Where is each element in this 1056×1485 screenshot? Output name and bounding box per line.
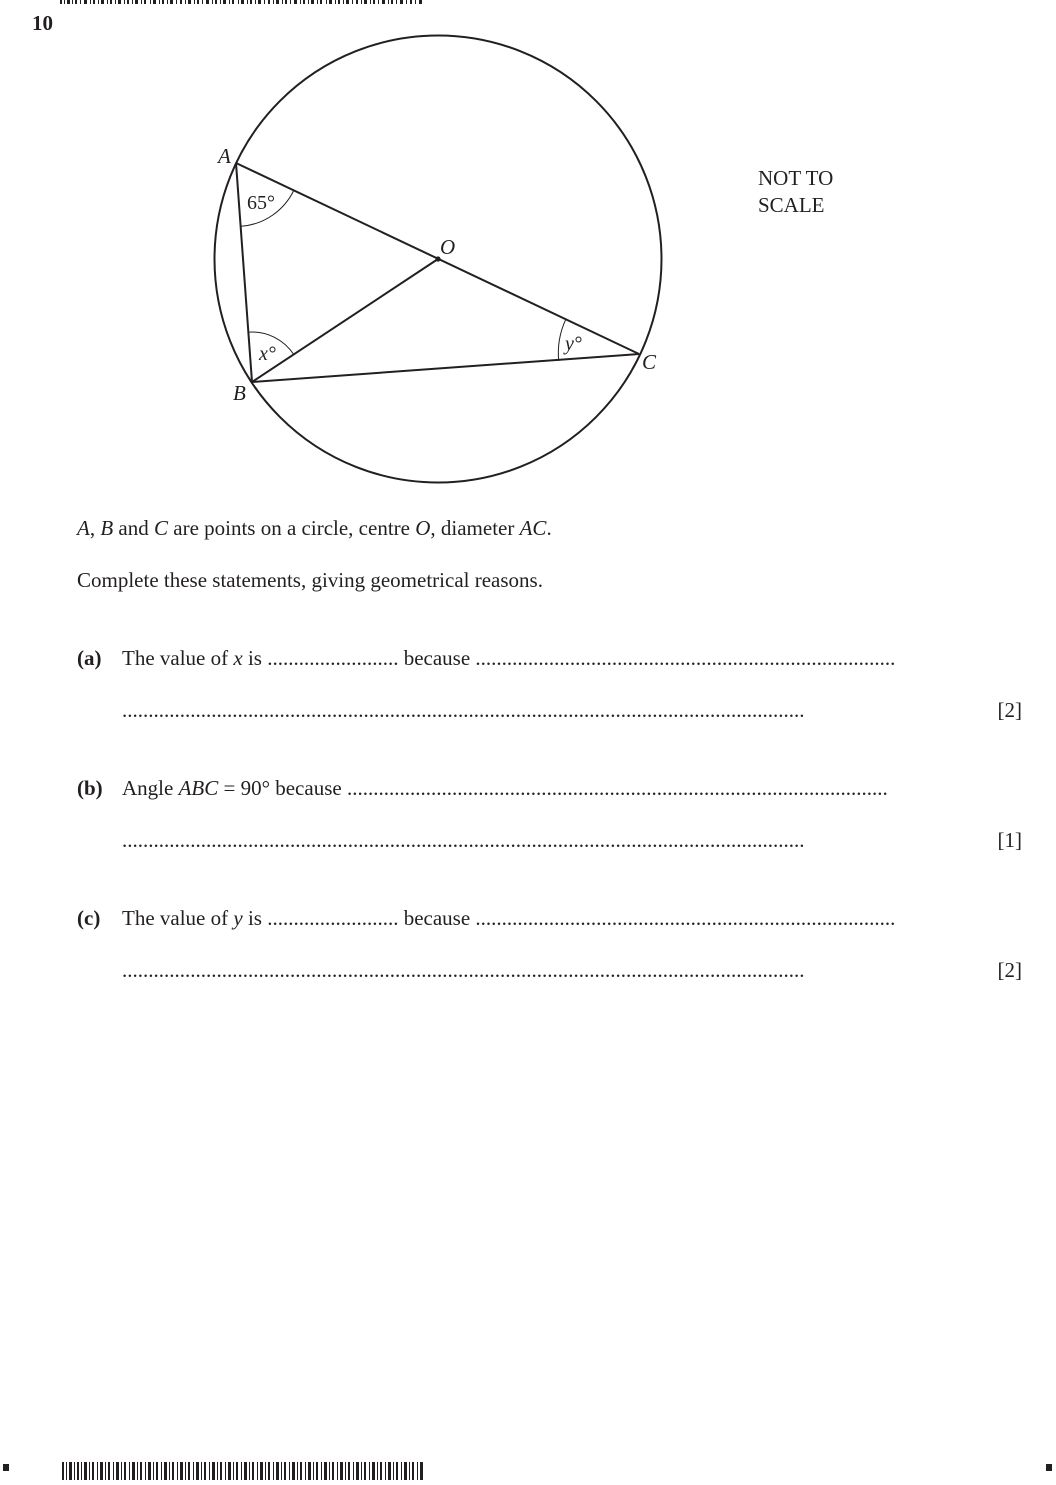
question-variable: x [233,646,243,670]
page-number: 10 [32,11,53,35]
chord-bc [252,354,639,382]
intro-text: and [113,516,154,540]
question-c [77,906,1022,934]
question-a-label: (a) [77,646,102,670]
intro-text: are points on a circle, centre [168,516,416,540]
question-text: = 90° because [218,776,347,800]
question-b-line-2 [77,828,1022,856]
question-c-text[interactable] [122,906,895,931]
instruction: Complete these statements, giving geometrical reasons. [77,568,543,592]
question-variable: ABC [178,776,219,800]
answer-line[interactable]: ................................................................................ [475,646,896,670]
question-c-line-2 [77,958,1022,986]
answer-line[interactable]: .................................................................................................................................. [122,828,805,852]
note-line-2: SCALE [758,193,825,217]
intro-var-o: O [415,516,431,540]
question-b-text[interactable] [122,776,888,801]
registration-mark-left [3,1464,9,1471]
question-text: is ......................... because [242,646,476,670]
question-text: The value of [122,646,234,670]
intro-text: , diameter [430,516,520,540]
question-a [77,646,1022,674]
answer-line[interactable]: .................................................................................................................................. [122,698,805,722]
marks-c: [2] [997,958,1022,982]
intro-statement [77,516,552,541]
marks-b: [1] [997,828,1022,852]
question-b-label: (b) [77,776,103,800]
intro-text: , [89,516,101,540]
question-b [77,776,1022,804]
angle-a-label: 65° [247,192,275,214]
angle-y-label: y° [565,333,582,355]
registration-mark-right [1046,1464,1052,1471]
question-a-line-2 [77,698,1022,726]
intro-var-a: A [77,516,90,540]
not-to-scale-note [758,165,833,219]
answer-line[interactable]: .................................................................................................................................. [122,958,805,982]
question-text: Angle [122,776,179,800]
label-b: B [233,381,246,405]
circle-diagram [0,0,1056,500]
intro-var-c: C [153,516,168,540]
angle-x-label: x° [259,343,276,365]
radius-bo [252,259,438,382]
intro-var-b: B [100,516,114,540]
label-c: C [642,350,657,374]
intro-text: . [546,516,552,540]
label-o: O [440,235,456,259]
marks-a: [2] [997,698,1022,722]
question-c-label: (c) [77,906,101,930]
label-a: A [218,144,231,168]
question-text: is ......................... because [242,906,476,930]
answer-line[interactable]: ....................................................................................................... [346,776,888,800]
intro-var-ac: AC [519,516,547,540]
question-a-text[interactable] [122,646,895,671]
answer-line[interactable]: ................................................................................ [475,906,896,930]
question-text: The value of [122,906,234,930]
question-variable: y [233,906,243,930]
bottom-barcode [62,1462,424,1480]
note-line-1: NOT TO [758,166,834,190]
